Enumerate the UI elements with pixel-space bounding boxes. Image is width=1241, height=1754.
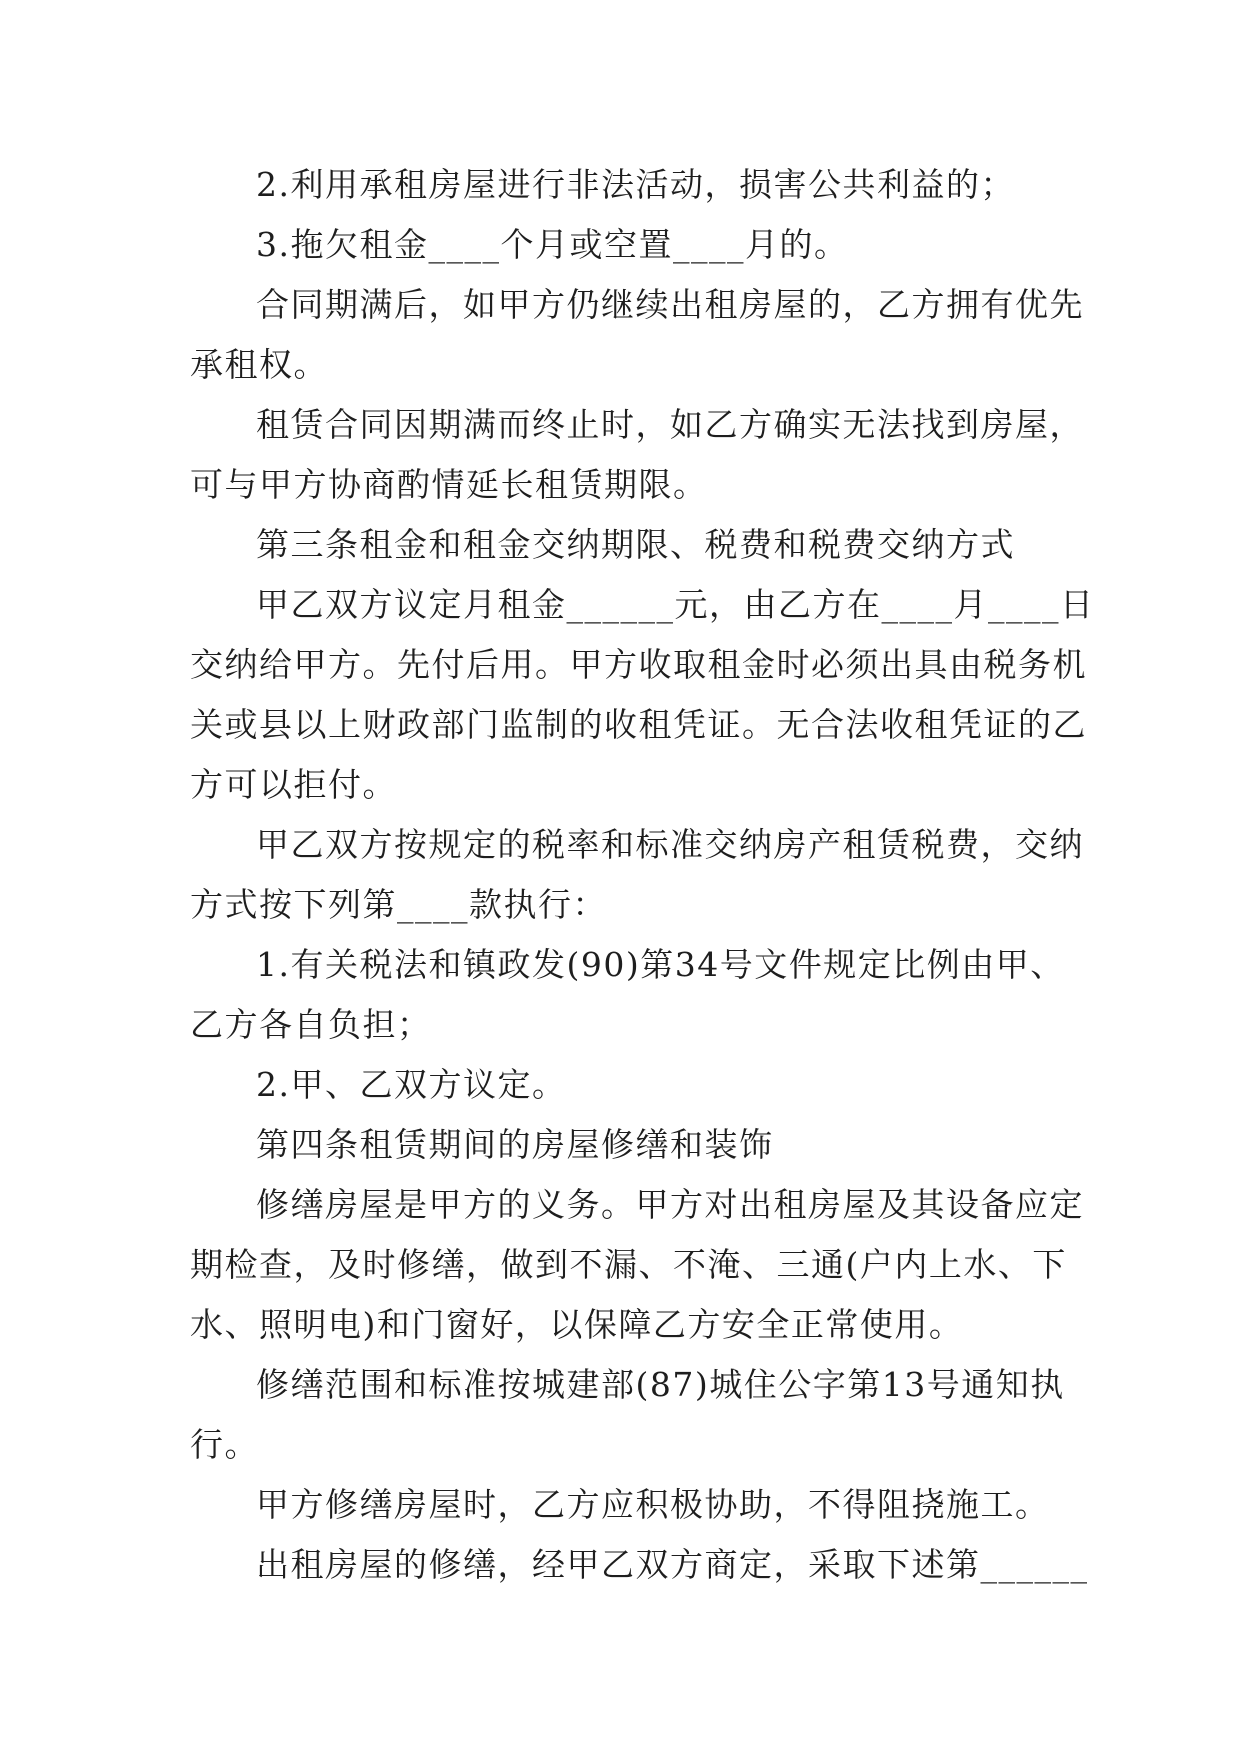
- text-line: 方式按下列第____款执行：: [190, 885, 607, 924]
- text-line: 3.拖欠租金____个月或空置____月的。: [256, 225, 849, 264]
- text-line: 2.甲、乙双方议定。: [256, 1065, 567, 1104]
- text-line: 甲乙双方议定月租金______元，由乙方在____月____日: [256, 585, 1095, 624]
- text-line: 租赁合同因期满而终止时，如乙方确实无法找到房屋，: [256, 405, 1084, 444]
- text-line: 期检查，及时修缮，做到不漏、不淹、三通(户内上水、下: [190, 1245, 1067, 1284]
- section-heading: 第三条租金和租金交纳期限、税费和税费交纳方式: [256, 525, 1015, 564]
- text-line: 出租房屋的修缮，经甲乙双方商定，采取下述第______: [256, 1545, 1089, 1584]
- text-line: 乙方各自负担；: [190, 1005, 432, 1044]
- section-heading: 第四条租赁期间的房屋修缮和装饰: [256, 1125, 774, 1164]
- text-line: 甲方修缮房屋时，乙方应积极协助，不得阻挠施工。: [256, 1485, 1050, 1524]
- text-line: 承租权。: [190, 345, 328, 384]
- text-line: 方可以拒付。: [190, 765, 397, 804]
- text-line: 合同期满后，如甲方仍继续出租房屋的，乙方拥有优先: [256, 285, 1084, 324]
- text-line: 甲乙双方按规定的税率和标准交纳房产租赁税费，交纳: [256, 825, 1084, 864]
- text-line: 行。: [190, 1425, 259, 1464]
- text-line: 可与甲方协商酌情延长租赁期限。: [190, 465, 708, 504]
- text-line: 修缮范围和标准按城建部(87)城住公字第13号通知执: [256, 1365, 1065, 1404]
- text-line: 2.利用承租房屋进行非法活动，损害公共利益的；: [256, 165, 1015, 204]
- text-line: 修缮房屋是甲方的义务。甲方对出租房屋及其设备应定: [256, 1185, 1084, 1224]
- text-line: 1.有关税法和镇政发(90)第34号文件规定比例由甲、: [256, 945, 1065, 984]
- text-line: 交纳给甲方。先付后用。甲方收取租金时必须出具由税务机: [190, 645, 1087, 684]
- text-line: 水、照明电)和门窗好，以保障乙方安全正常使用。: [190, 1305, 964, 1344]
- text-line: 关或县以上财政部门监制的收租凭证。无合法收租凭证的乙: [190, 705, 1087, 744]
